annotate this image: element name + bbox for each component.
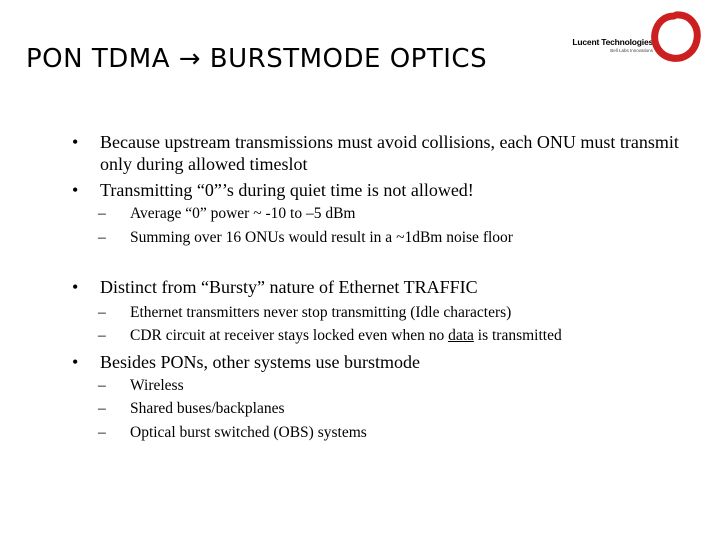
sub-bullet-item	[98, 424, 698, 442]
text-segment: CDR circuit at receiver stays locked even when no	[130, 327, 449, 344]
bullet-marker: •	[72, 277, 79, 297]
sub-bullet-text: Optical burst switched (OBS) systems	[130, 424, 367, 441]
sub-bullet-marker: –	[98, 205, 106, 222]
sub-bullet-item	[98, 229, 698, 247]
sub-bullet-item	[98, 327, 698, 345]
sub-bullet-marker: –	[98, 400, 106, 417]
sub-bullet-marker: –	[98, 424, 106, 441]
sub-bullet-marker: –	[98, 229, 106, 246]
bullet-marker: •	[72, 352, 79, 372]
bullet-marker: •	[72, 132, 79, 152]
bullet-item	[72, 351, 692, 373]
sub-bullet-text: Ethernet transmitters never stop transmitting (Idle characters)	[130, 304, 512, 321]
sub-bullet-text: Shared buses/backplanes	[130, 400, 285, 417]
bullet-text: Distinct from “Bursty” nature of Ethernet TRAFFIC	[100, 277, 478, 297]
sub-bullet-marker: –	[98, 304, 106, 321]
slide-title: PON TDMA → BURSTMODE OPTICS	[26, 44, 488, 74]
bullet-item	[72, 276, 692, 298]
sub-bullet-item	[98, 377, 698, 395]
bullet-text: Transmitting “0”’s during quiet time is not allowed!	[100, 180, 474, 200]
brand-tagline: Bell Labs Innovations	[610, 47, 653, 53]
sub-bullet-text: Wireless	[130, 377, 184, 394]
sub-bullet-item	[98, 400, 698, 418]
bullet-item	[72, 131, 692, 175]
sub-bullet-text: Average “0” power ~ -10 to –5 dBm	[130, 205, 356, 222]
sub-bullet-item	[98, 304, 698, 322]
lucent-logo-icon	[650, 10, 702, 64]
text-segment: is transmitted	[473, 327, 562, 344]
bullet-item	[72, 179, 692, 201]
bullet-text: Because upstream transmissions must avoid collisions, each ONU must transmit only during allowed timeslot	[100, 132, 679, 174]
bullet-text: Besides PONs, other systems use burstmode	[100, 352, 420, 372]
sub-bullet-text	[130, 327, 698, 345]
brand-wordmark	[563, 38, 653, 53]
brand-name: Lucent Technologies	[572, 37, 653, 47]
sub-bullet-marker: –	[98, 327, 106, 344]
bullet-marker: •	[72, 180, 79, 200]
underlined-word: data	[448, 327, 474, 344]
sub-bullet-text: Summing over 16 ONUs would result in a ~1dBm noise floor	[130, 229, 513, 246]
sub-bullet-marker: –	[98, 377, 106, 394]
sub-bullet-item	[98, 205, 698, 223]
